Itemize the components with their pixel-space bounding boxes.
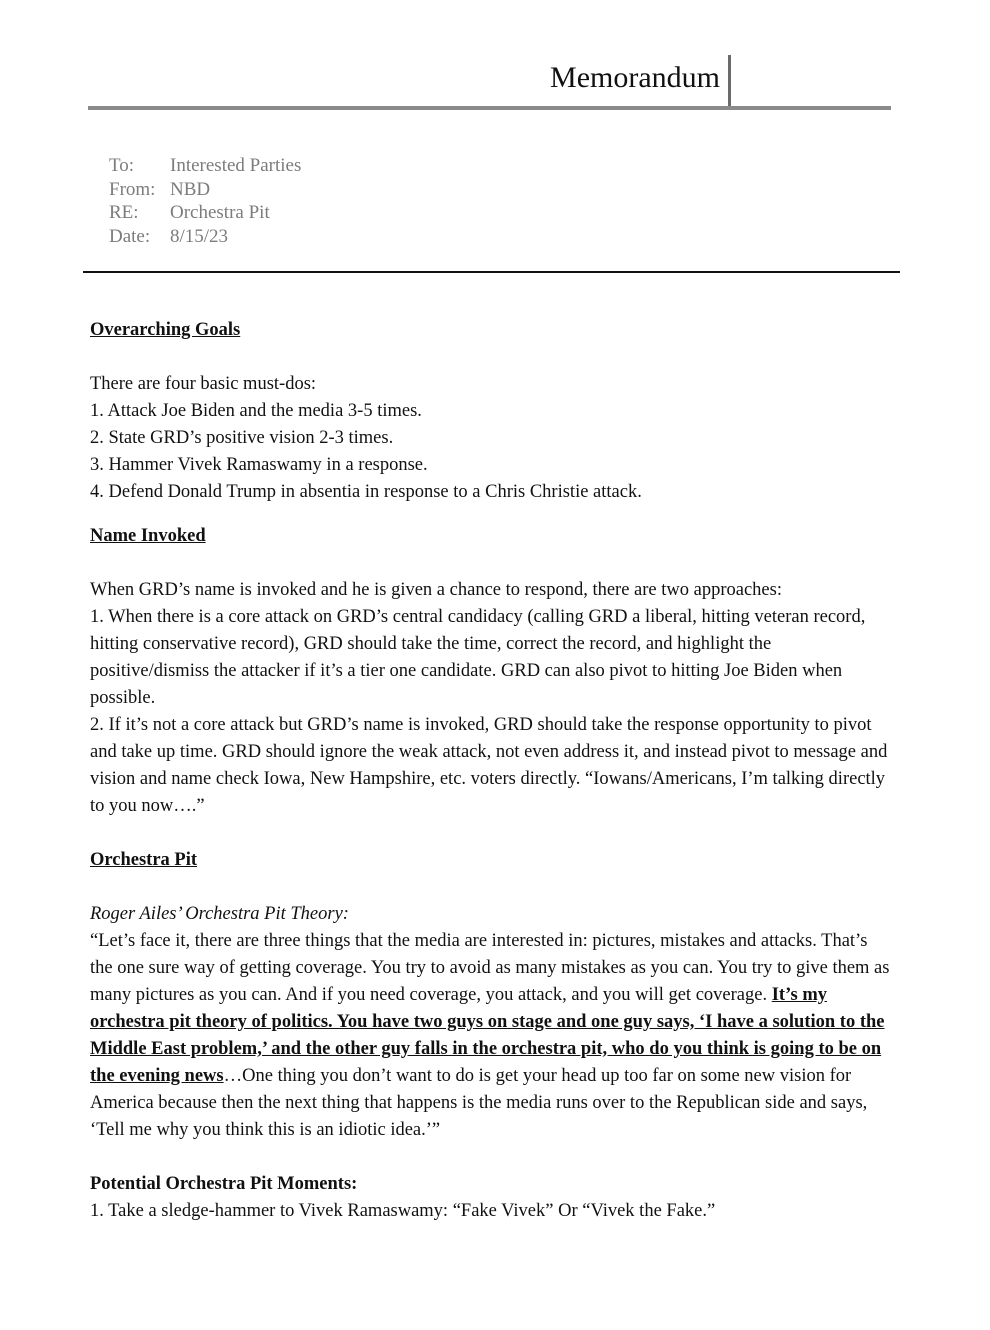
re-value: Orchestra Pit bbox=[170, 202, 270, 223]
orchestra-heading: Orchestra Pit bbox=[90, 850, 198, 870]
name-invoked-item: 1. When there is a core attack on GRD’s central candidacy (calling GRD a liberal, hitting veteran record, hitting conservative record), GRD should take the time, correct the record, and highlight the positive/dismiss the attacker if it’s a tier one candidate. GRD can also pivot to hitting Joe Biden when possible. bbox=[90, 607, 866, 708]
spacer bbox=[90, 874, 890, 901]
goals-intro: There are four basic must-dos: bbox=[90, 374, 317, 394]
memo-title: Memorandum bbox=[550, 61, 720, 94]
name-invoked-heading: Name Invoked bbox=[90, 526, 206, 546]
spacer bbox=[90, 1144, 890, 1171]
memo-header bbox=[109, 154, 301, 248]
quote-emphasis: It’s my orchestra pit theory of politics. You have two guys on stage and one guy says, ‘I have a solution to the Middle East problem,’ and the other guy falls in the orchestra pit, who do you think is going to be on the evening news bbox=[90, 985, 885, 1086]
to-value: Interested Parties bbox=[170, 155, 302, 176]
goals-item: 4. Defend Donald Trump in absentia in response to a Chris Christie attack. bbox=[90, 482, 642, 502]
header-date-row bbox=[109, 225, 301, 249]
name-invoked-intro: When GRD’s name is invoked and he is given a chance to respond, there are two approaches: bbox=[90, 580, 782, 600]
from-label: From: bbox=[109, 178, 156, 200]
goals-item: 2. State GRD’s positive vision 2-3 times. bbox=[90, 428, 394, 448]
spacer bbox=[90, 820, 890, 847]
quote-end: …One thing you don’t want to do is get your head up too far on some new vision for America because then the next thing that happens is the media runs over to the Republican side and says, ‘Tell me why you think this is an idiotic idea.’” bbox=[90, 1066, 868, 1140]
moment-item: 1. Take a sledge-hammer to Vivek Ramaswamy: “Fake Vivek” Or “Vivek the Fake.” bbox=[90, 1201, 716, 1221]
memo-body bbox=[90, 317, 890, 1225]
name-invoked-item: 2. If it’s not a core attack but GRD’s name is invoked, GRD should take the response opportunity to pivot and take up time. GRD should ignore the weak attack, not even address it, and instead pivot to message and vision and name check Iowa, New Hampshire, etc. voters directly. “Iowans/Americans, I’m talking directly to you now….” bbox=[90, 715, 888, 816]
spacer bbox=[90, 344, 890, 371]
re-label: RE: bbox=[109, 202, 139, 223]
to-label: To: bbox=[109, 155, 135, 176]
spacer bbox=[90, 550, 890, 577]
quote-start: “Let’s face it, there are three things that the media are interested in: pictures, mistakes and attacks. That’s the one sure way of getting coverage. You try to avoid as many mistakes as you can. You try to give them as many pictures as you can. And if you need coverage, you attack, and you will get coverage. bbox=[90, 931, 890, 1005]
goals-heading: Overarching Goals bbox=[90, 320, 241, 340]
spacer bbox=[90, 506, 890, 523]
from-value: NBD bbox=[170, 178, 211, 200]
header-divider bbox=[83, 271, 900, 273]
header-from-row bbox=[109, 178, 301, 202]
theory-label: Roger Ailes’ Orchestra Pit Theory: bbox=[90, 904, 349, 924]
goals-item: 1. Attack Joe Biden and the media 3-5 times. bbox=[90, 401, 422, 421]
date-label: Date: bbox=[109, 225, 151, 247]
title-vertical-bar bbox=[728, 55, 731, 108]
goals-item: 3. Hammer Vivek Ramaswamy in a response. bbox=[90, 455, 428, 475]
ailes-quote bbox=[90, 928, 890, 1144]
date-value: 8/15/23 bbox=[170, 225, 229, 247]
moments-heading: Potential Orchestra Pit Moments: bbox=[90, 1174, 358, 1194]
title-horizontal-bar bbox=[88, 106, 891, 110]
header-re-row bbox=[109, 201, 301, 225]
header-to-row bbox=[109, 154, 301, 178]
